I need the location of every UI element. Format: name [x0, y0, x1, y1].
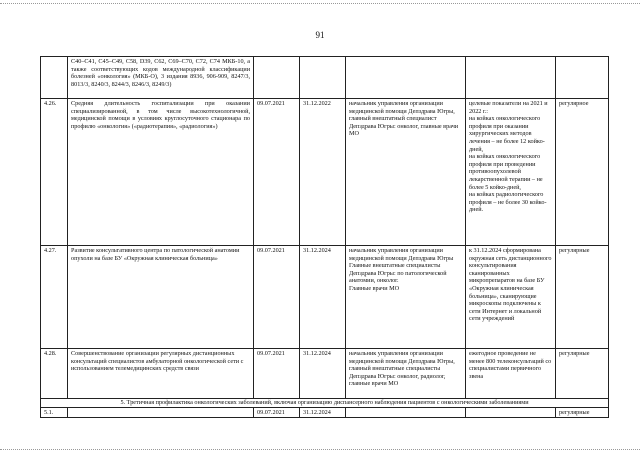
- cell-result: целевые показатели на 2021 и 2022 г.: на койках онкологического профиля при оказании хирургических методов лечения – не более 12 койко-дней, на койках онкологического профиля при проведении противоопухолевой лекарственной терапии – не более 5 койко-дней, на койках радиологического профиля – не более 30 койко-дней.: [466, 99, 556, 246]
- cell-result: к 31.12.2024 сформирована окружная сеть дистанционного консультирования сканированных микропрепаратов на базе БУ «Окружная клиническая больница», сканирующие микроскопы подключены к сети Интернет и локальной сети учреждений: [466, 246, 556, 349]
- cell-end: 31.12.2024: [300, 349, 346, 399]
- table-row: [41, 246, 609, 349]
- cell-name: Развитие консультативного центра по патологической анатомии опухоли на базе БУ «Окружная клиническая больница»: [68, 246, 254, 349]
- cell-periodicity: регулярные: [556, 407, 609, 418]
- cell-num: 4.26.: [41, 99, 68, 246]
- cell-result: [466, 57, 556, 99]
- bottom-edge-line: [0, 449, 640, 450]
- cell-num: 5.1.: [41, 407, 68, 418]
- table-row-continuation: [41, 57, 609, 99]
- cell-periodicity: регулярные: [556, 349, 609, 399]
- cell-result: [466, 407, 556, 418]
- cell-start: 09.07.2021: [254, 99, 300, 246]
- table-row: [41, 349, 609, 399]
- cell-name: Совершенствование организации регулярных дистанционных консультаций специалистов амбулаторной онкологической сети с использованием телемедицинских средств связи: [68, 349, 254, 399]
- section-header-row: [41, 399, 609, 408]
- cell-responsible: начальник управления организации медицинской помощи Депздрава Югры, главный внештатный специалист Депздрава Югры: онколог, главные врачи МО: [346, 99, 466, 246]
- cell-start: 09.07.2021: [254, 407, 300, 418]
- cell-num: 4.27.: [41, 246, 68, 349]
- cell-num: [41, 57, 68, 99]
- cell-responsible: [346, 57, 466, 99]
- cell-periodicity: регулярное: [556, 99, 609, 246]
- cell-num: 4.28.: [41, 349, 68, 399]
- cell-name: [68, 407, 254, 418]
- cell-end: 31.12.2024: [300, 407, 346, 418]
- cell-end: 31.12.2024: [300, 246, 346, 349]
- cell-start: 09.07.2021: [254, 246, 300, 349]
- cell-continuation-text: С40–С41, С45–С49, С58, D39, С62, С69–С70, С72, С74 МКБ-10, а также соответствующих кодов международной классификации болезней «онкология» (МКБ-О), 3 издания 8936, 906-909, 8247/3, 8013/3, 8240/3, 8244/3, 8246/3, 8249/3): [68, 57, 254, 99]
- cell-responsible: начальник управления организации медицинской помощи Депздрава Югры Главные внештатные специалисты Депздрава Югры: по патологической анатомии, онколог. Главные врачи МО: [346, 246, 466, 349]
- cell-responsible: начальник управления организации медицинской помощи Депздрава Югры, главный внештатные специалисты Депздрава Югры: онколог, радиолог, главные врачи МО: [346, 349, 466, 399]
- cell-name: Средняя длительность госпитализации при оказании специализированной, в том числе высокотехнологичной, медицинской помощи в условиях круглосуточного стационара по профилю «онкология» («радиотерапия», «радиология»): [68, 99, 254, 246]
- cell-start: [254, 57, 300, 99]
- section-5-title: 5. Третичная профилактика онкологических заболеваний, включая организацию диспансерного наблюдения пациентов с онкологическими заболеваниями: [41, 399, 609, 408]
- cell-end: 31.12.2022: [300, 99, 346, 246]
- cell-start: 09.07.2021: [254, 349, 300, 399]
- table-row: [41, 407, 609, 418]
- cell-end: [300, 57, 346, 99]
- cell-periodicity: регулярные: [556, 246, 609, 349]
- cell-result: ежегодное проведение не менее 800 телеконсультаций со специалистами первичного звена: [466, 349, 556, 399]
- cell-periodicity: [556, 57, 609, 99]
- activities-table: [40, 56, 609, 418]
- page-number: 91: [315, 30, 325, 40]
- table-row: [41, 99, 609, 246]
- cell-responsible: [346, 407, 466, 418]
- top-edge-line: [0, 3, 640, 4]
